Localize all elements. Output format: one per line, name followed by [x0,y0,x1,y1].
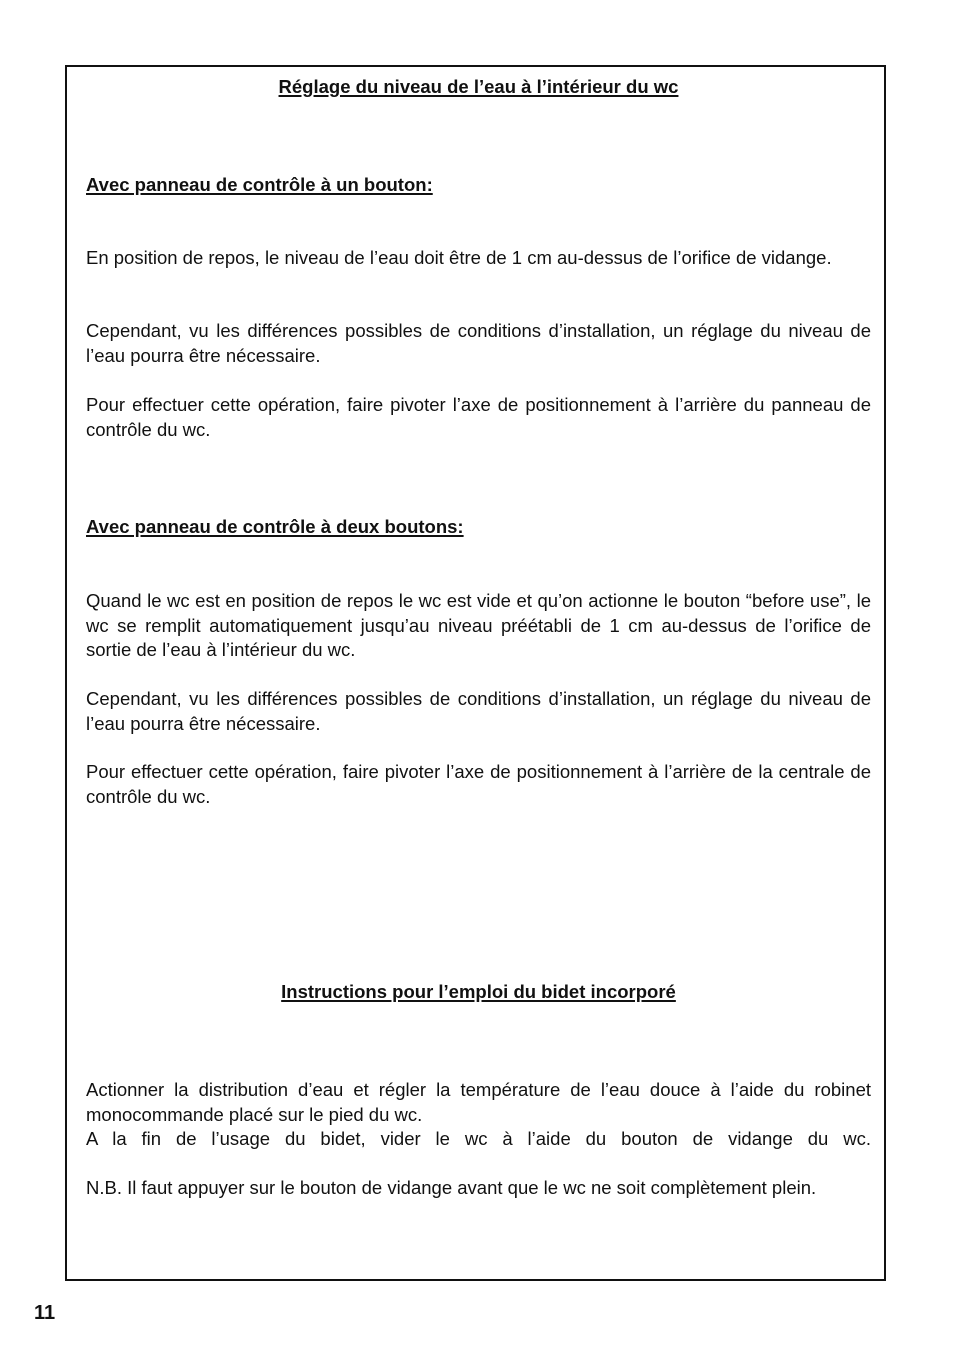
section2-title: Instructions pour l’emploi du bidet incorporé [281,981,676,1002]
sub1-heading: Avec panneau de contrôle à un bouton: [86,174,433,195]
sub2-paragraph-3: Pour effectuer cette opération, faire pivoter l’axe de positionnement à l’arrière de la centrale de contrôle du wc. [86,761,871,807]
page-number: 11 [34,1302,56,1324]
sub2-heading: Avec panneau de contrôle à deux boutons: [86,516,464,537]
section2-paragraph-2: A la fin de l’usage du bidet, vider le wc à l’aide du bouton de vidange du wc. [86,1128,871,1149]
section1-title: Réglage du niveau de l’eau à l’intérieur du wc [278,76,679,97]
sub1-paragraph-1: En position de repos, le niveau de l’eau doit être de 1 cm au-dessus de l’orifice de vidange. [86,247,832,268]
sub1-paragraph-3: Pour effectuer cette opération, faire pivoter l’axe de positionnement à l’arrière du panneau de contrôle du wc. [86,394,871,440]
section2-paragraph-3: N.B. Il faut appuyer sur le bouton de vidange avant que le wc ne soit complètement plein. [86,1177,817,1198]
sub2-paragraph-1: Quand le wc est en position de repos le wc est vide et qu’on actionne le bouton “before use”, le wc se remplit automatiquement jusqu’au niveau préétabli de 1 cm au-dessus de l’orifice de sortie de l’eau à l’intérieur du wc. [86,590,871,660]
section2-paragraph-1: Actionner la distribution d’eau et régler la température de l’eau douce à l’aide du robinet monocommande placé sur le pied du wc. [86,1079,871,1125]
sub2-paragraph-2: Cependant, vu les différences possibles de conditions d’installation, un réglage du niveau de l’eau pourra être nécessaire. [86,688,871,734]
sub1-paragraph-2: Cependant, vu les différences possibles de conditions d’installation, un réglage du niveau de l’eau pourra être nécessaire. [86,320,871,366]
